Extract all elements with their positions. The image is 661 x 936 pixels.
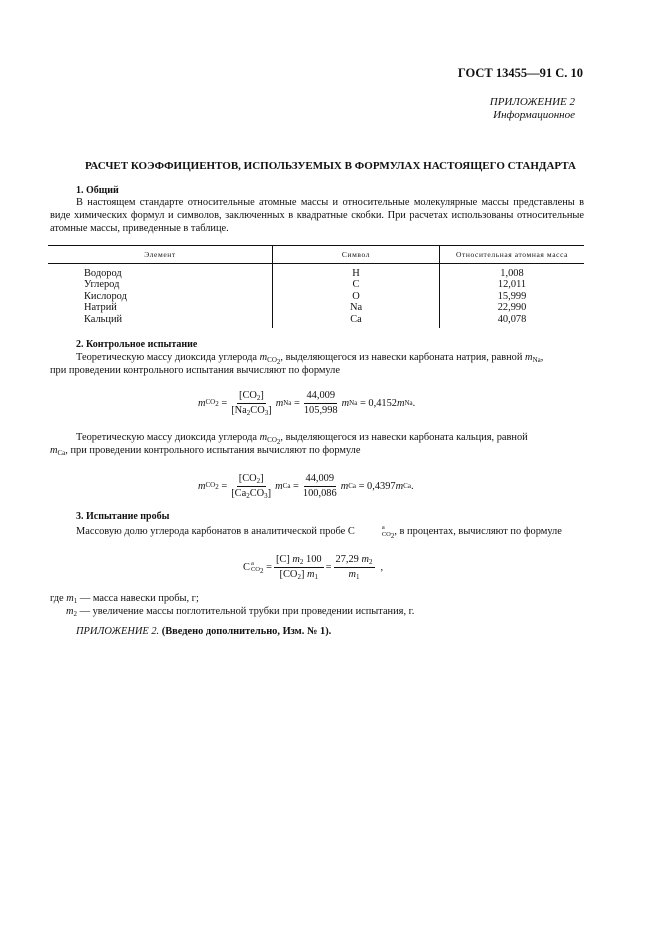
table-row [48,314,584,328]
text-run: , выделяющегося из навески карбоната натрия, равной [280,352,523,363]
denominator-part: CO [249,487,265,499]
formula-result: = 0,4397 [358,480,396,492]
column-header-mass: Относительная атомная масса [440,246,585,264]
document-reference: ГОСТ 13455—91 С. 10 [457,66,583,80]
where-definition: — масса навески пробы, г; [79,593,199,604]
section-1-text [50,196,584,236]
cell-element: Водород [84,268,122,279]
numerator: [CO [239,389,257,401]
fraction-molar: $\frac{[C] m_2 100}{[CO_2] m_1}$ [275,553,322,581]
denominator: [Ca [231,487,247,499]
section-3-heading: 3. Испытание пробы [76,511,170,522]
formula-carbon: C a $CO_2$ = $\frac{[C] m_2 100}{[CO_2] m_1}$ = $\frac{27,29 m_2}{m_1}$ , [243,553,384,581]
denominator: [Na [231,404,247,416]
denominator-part: ] [300,568,305,580]
cell-symbol: O [273,291,440,302]
text-run: , выделяющегося из навески карбоната кальция, равной [280,432,528,443]
where-definition: — увеличение массы поглотительной трубки при проведении испытания, г. [79,606,415,617]
numerator: 44,009 [304,390,337,404]
cell-mass: 15,999 [497,290,527,302]
cell-element: Кальций [84,313,123,325]
cell-symbol: Na [273,302,440,313]
table-row [48,264,584,280]
page-title: РАСЧЕТ КОЭФФИЦИЕНТОВ, ИСПОЛЬЗУЕМЫХ В ФОРМУЛАХ НАСТОЯЩЕГО СТАНДАРТА [84,160,576,172]
cell-symbol: Ca [273,314,440,328]
note-label: ПРИЛОЖЕНИЕ 2. [76,626,160,637]
text-run: , при проведении контрольного испытания вычисляют по формуле [65,445,361,457]
fraction-numeric: $\frac{27,29 m_2}{m_1}$ [335,553,373,581]
cell-mass: 12,011 [497,279,527,291]
fraction-molar: $\frac{[CO_2]}{[Na_2CO_3]}$ [231,389,272,417]
cell-mass: 22,990 [497,302,527,314]
paragraph-text-cont: при проведении контрольного испытания вычисляют по формуле [50,365,340,377]
formula-calcium: m $CO_2$ = $\frac{[CO_2]}{[Ca_2CO_3]}$ m Ca = $\frac{44,009}{100,086}$ m Ca = 0,4397 m Ca . [198,472,414,500]
text-run: Массовую долю углерода карбонатов в аналитической пробе C [76,526,355,537]
denominator: 100,086 [302,487,337,499]
table-row [48,279,584,290]
numerator: [CO [238,472,257,484]
numerator-part: 100 [306,553,322,565]
cell-mass: 1,008 [500,268,524,279]
cell-symbol: C [273,279,440,290]
text-run: Теоретическую массу диоксида углерода [76,352,258,363]
denominator: [CO [279,568,298,580]
text-run: Теоретическую массу диоксида углерода [76,432,258,443]
text-run: , в процентах, вычисляют по формуле [394,526,562,537]
section-2-paragraph-2 [50,431,584,457]
where-line-1: где $m_1$ — масса навески пробы, г; [50,593,199,605]
fraction-numeric [301,473,339,500]
cell-element: Натрий [84,302,117,314]
section-1-heading: 1. Общий [76,185,119,196]
paragraph-text-cont: $m_{Ca}$, при проведении контрольного испытания вычисляют по формуле [50,445,361,458]
denominator-part: CO [250,404,265,416]
numerator: 27,29 [335,553,359,565]
paragraph-text: Теоретическую массу диоксида углерода $m_{CO_2}$, выделяющегося из навески карбоната кальция, равной [76,432,528,446]
formula-punctuation: , [380,561,384,573]
where-line-2: $m_2$ — увеличение массы поглотительной трубки при проведении испытания, г. [66,606,415,618]
section-2-paragraph-1 [50,351,584,377]
table-row [48,291,584,302]
paragraph-text: Теоретическую массу диоксида углерода $m_{CO_2}$, выделяющегося из навески карбоната натрия, равной $m_{Na}$, [76,352,544,366]
fraction-molar: $\frac{[CO_2]}{[Ca_2CO_3]}$ [231,472,272,500]
cell-element: Кислород [84,290,127,302]
paragraph-text: Массовую долю углерода карбонатов в аналитической пробе C a $CO_2$ , в процентах, вычисляют по формуле [76,524,562,540]
table-row [48,302,584,313]
table-header-row [48,246,584,264]
note-text: (Введено дополнительно, Изм. № 1). [161,626,332,637]
cell-element: Углерод [84,279,120,291]
appendix-label [490,96,575,122]
denominator: 105,998 [303,404,338,416]
formula-sodium: m $CO_2$ = $\frac{[CO_2]}{[Na_2CO_3]}$ m Na = $\frac{44,009}{105,998}$ m Na = 0,4152 m Na . [198,389,416,417]
where-word: где [50,593,64,604]
appendix-status: Информационное [493,109,575,121]
amendment-note [76,626,331,637]
section-3-paragraph [50,525,584,538]
appendix-number: ПРИЛОЖЕНИЕ 2 [489,96,575,108]
atomic-mass-table [48,245,584,328]
cell-symbol: H [273,264,440,280]
numerator: 44,009 [304,473,337,487]
numerator: [C] [275,553,290,565]
cell-mass: 40,078 [497,313,527,325]
formula-result: = 0,4152 [359,397,397,409]
section-2-heading: 2. Контрольное испытание [76,339,198,350]
column-header-symbol: Символ [273,246,440,264]
column-header-element: Элемент [48,246,273,264]
fraction-numeric [302,390,340,417]
section-1-paragraph: В настоящем стандарте относительные атомные массы и относительные молекулярные массы представлены в виде химических формул и символов, заключенных в квадратные скобки. При расчетах использованы относительные атомные массы, приведенные в таблице. [50,197,584,235]
